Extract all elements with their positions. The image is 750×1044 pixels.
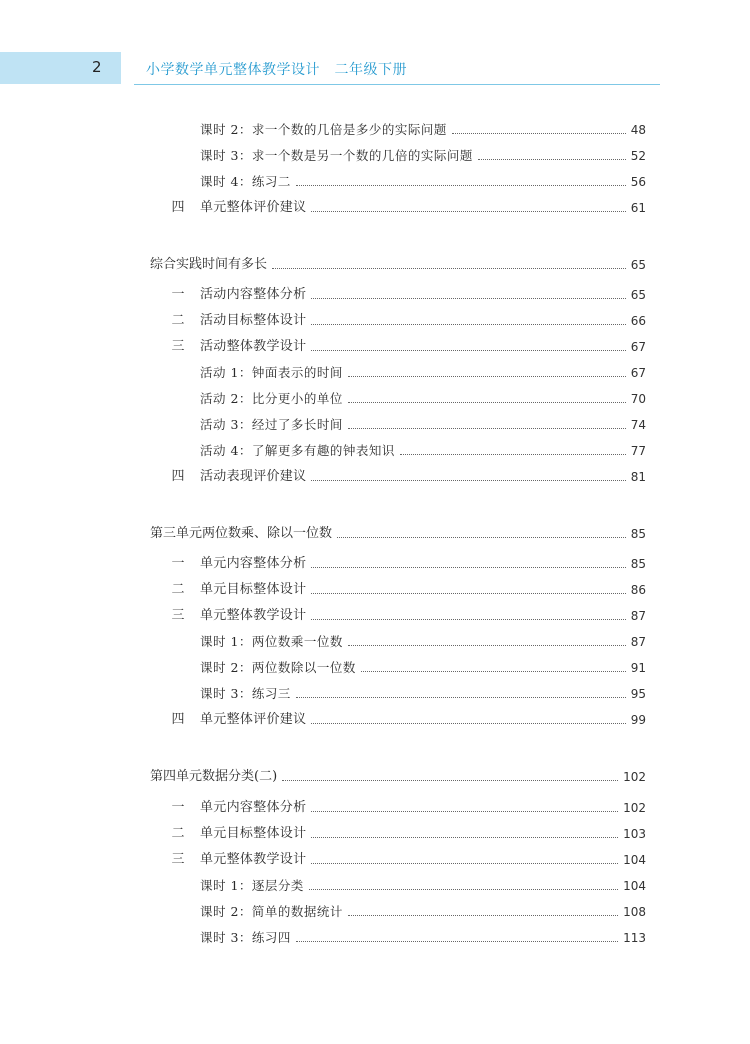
toc-unit-kind: 第三单元 — [150, 526, 203, 541]
toc-section-entry[interactable] — [168, 310, 646, 332]
toc-section-label: 单元整体评价建议 — [200, 712, 307, 727]
running-header-title: 小学数学单元整体教学设计 二年级下册 — [146, 62, 407, 78]
dot-leader — [478, 159, 626, 160]
toc-lesson-label: 活动 3：经过了多长时间 — [200, 417, 343, 432]
page-number-tab — [0, 52, 121, 84]
toc-section-entry[interactable] — [168, 336, 646, 358]
toc-section-label: 单元整体教学设计 — [200, 852, 307, 867]
header-rule — [134, 84, 660, 85]
toc-lesson-entry[interactable] — [200, 631, 646, 653]
toc-section-number: 一 — [171, 287, 185, 302]
toc-page-number: 86 — [630, 583, 646, 597]
toc-page-number: 66 — [630, 314, 646, 328]
dot-leader — [348, 402, 626, 403]
toc-section-number: 二 — [171, 313, 185, 328]
toc-lesson-label: 活动 4：了解更多有趣的钟表知识 — [200, 443, 395, 458]
toc-lesson-entry[interactable] — [200, 171, 646, 193]
dot-leader — [282, 780, 618, 781]
toc-section-entry[interactable] — [168, 823, 646, 845]
toc-lesson-entry[interactable] — [200, 901, 646, 923]
dot-leader — [311, 324, 625, 325]
toc-lesson-label: 课时 4：练习二 — [200, 174, 291, 189]
toc-lesson-entry[interactable] — [200, 414, 646, 436]
page-number: 2 — [92, 58, 102, 76]
toc-page-number: 52 — [630, 149, 646, 163]
toc-lesson-entry[interactable] — [200, 875, 646, 897]
toc-page-number: 87 — [630, 635, 646, 649]
dot-leader — [348, 915, 618, 916]
toc-unit-heading[interactable] — [145, 766, 650, 788]
toc-lesson-label: 活动 2：比分更小的单位 — [200, 391, 343, 406]
toc-section-label: 单元内容整体分析 — [200, 800, 307, 815]
toc-section-number: 三 — [171, 339, 185, 354]
dot-leader — [311, 567, 625, 568]
dot-leader — [311, 480, 625, 481]
toc-lesson-entry[interactable] — [200, 683, 646, 705]
dot-leader — [348, 428, 626, 429]
toc-page-number: 61 — [630, 201, 646, 215]
toc-page-number: 74 — [630, 418, 646, 432]
toc-section-label: 活动内容整体分析 — [200, 287, 307, 302]
toc-page-number: 102 — [623, 801, 646, 815]
dot-leader — [311, 837, 618, 838]
toc-section-label: 单元整体评价建议 — [200, 200, 307, 215]
toc-lesson-label: 课时 3：求一个数是另一个数的几倍的实际问题 — [200, 148, 473, 163]
toc-lesson-entry[interactable] — [200, 119, 646, 141]
toc-lesson-entry[interactable] — [200, 657, 646, 679]
toc-lesson-label: 课时 1：两位数乘一位数 — [200, 634, 343, 649]
toc-section-number: 三 — [171, 608, 185, 623]
toc-page-number: 67 — [630, 340, 646, 354]
toc-lesson-label: 课时 2：简单的数据统计 — [200, 904, 343, 919]
toc-section-entry[interactable] — [168, 605, 646, 627]
toc-page-number: 91 — [630, 661, 646, 675]
toc-page-number: 113 — [623, 931, 646, 945]
toc-unit-name: 两位数乘、除以一位数 — [202, 526, 333, 541]
toc-unit-name: 时间有多长 — [202, 257, 268, 272]
dot-leader — [272, 268, 626, 269]
toc-section-label: 活动整体教学设计 — [200, 339, 307, 354]
toc-page-number: 65 — [630, 258, 646, 272]
toc-page-number: 65 — [630, 288, 646, 302]
dot-leader — [311, 619, 625, 620]
toc-page-number: 102 — [623, 770, 646, 784]
toc-section-label: 活动目标整体设计 — [200, 313, 307, 328]
toc-page-number: 77 — [630, 444, 646, 458]
toc-section-number: 二 — [171, 826, 185, 841]
toc-section-number: 三 — [171, 852, 185, 867]
toc-page-number: 48 — [630, 123, 646, 137]
toc-section-label: 单元内容整体分析 — [200, 556, 307, 571]
dot-leader — [348, 645, 626, 646]
toc-section-label: 单元目标整体设计 — [200, 826, 307, 841]
toc-lesson-entry[interactable] — [200, 362, 646, 384]
dot-leader — [311, 593, 625, 594]
toc-page-number: 108 — [623, 905, 646, 919]
toc-section-entry[interactable] — [168, 553, 646, 575]
dot-leader — [361, 671, 626, 672]
toc-unit-title — [150, 523, 332, 545]
toc-page-number: 95 — [630, 687, 646, 701]
toc-section-entry[interactable] — [168, 709, 646, 731]
toc-lesson-label: 课时 3：练习四 — [200, 930, 291, 945]
toc-page-number: 81 — [630, 470, 646, 484]
toc-section-entry[interactable] — [168, 579, 646, 601]
dot-leader — [311, 298, 625, 299]
toc-lesson-label: 课时 1：逐层分类 — [200, 878, 304, 893]
toc-page-number: 103 — [623, 827, 646, 841]
dot-leader — [348, 376, 626, 377]
toc-unit-heading[interactable] — [145, 254, 650, 276]
toc-unit-name: 数据分类(二) — [202, 769, 278, 784]
toc-section-number: 二 — [171, 582, 185, 597]
toc-lesson-label: 课时 2：两位数除以一位数 — [200, 660, 356, 675]
toc-page-number: 104 — [623, 879, 646, 893]
toc-section-number: 四 — [171, 469, 185, 484]
toc-page-number: 87 — [630, 609, 646, 623]
toc-page-number: 85 — [630, 527, 646, 541]
toc-page-number: 99 — [630, 713, 646, 727]
toc-section-number: 四 — [171, 200, 185, 215]
toc-unit-heading[interactable] — [145, 523, 650, 545]
toc-lesson-entry[interactable] — [200, 440, 646, 462]
toc-lesson-label: 课时 3：练习三 — [200, 686, 291, 701]
dot-leader — [311, 811, 618, 812]
toc-section-label: 单元整体教学设计 — [200, 608, 307, 623]
dot-leader — [452, 133, 626, 134]
dot-leader — [311, 350, 625, 351]
toc-section-label: 活动表现评价建议 — [200, 469, 307, 484]
toc-section-entry[interactable] — [168, 197, 646, 219]
toc-lesson-entry[interactable] — [200, 927, 646, 949]
dot-leader — [309, 889, 618, 890]
dot-leader — [296, 185, 626, 186]
toc-section-entry[interactable] — [168, 284, 646, 306]
toc-page-number: 67 — [630, 366, 646, 380]
toc-section-entry[interactable] — [168, 466, 646, 488]
toc-page-number: 70 — [630, 392, 646, 406]
dot-leader — [311, 211, 625, 212]
toc-unit-title — [150, 766, 277, 788]
dot-leader — [337, 537, 626, 538]
toc-section-number: 一 — [171, 800, 185, 815]
toc-section-number: 四 — [171, 712, 185, 727]
toc-unit-kind: 第四单元 — [150, 769, 203, 784]
toc-page-number: 56 — [630, 175, 646, 189]
dot-leader — [311, 863, 618, 864]
toc-unit-title — [150, 254, 267, 276]
toc-section-number: 一 — [171, 556, 185, 571]
toc-unit-kind: 综合实践 — [150, 257, 203, 272]
toc-section-label: 单元目标整体设计 — [200, 582, 307, 597]
dot-leader — [400, 454, 626, 455]
dot-leader — [296, 697, 626, 698]
dot-leader — [311, 723, 625, 724]
toc-page-number: 85 — [630, 557, 646, 571]
toc-section-entry[interactable] — [168, 797, 646, 819]
toc-lesson-entry[interactable] — [200, 145, 646, 167]
dot-leader — [296, 941, 618, 942]
toc-page-number: 104 — [623, 853, 646, 867]
toc-section-entry[interactable] — [168, 849, 646, 871]
toc-lesson-label: 活动 1：钟面表示的时间 — [200, 365, 343, 380]
toc-lesson-label: 课时 2：求一个数的几倍是多少的实际问题 — [200, 122, 447, 137]
toc-lesson-entry[interactable] — [200, 388, 646, 410]
